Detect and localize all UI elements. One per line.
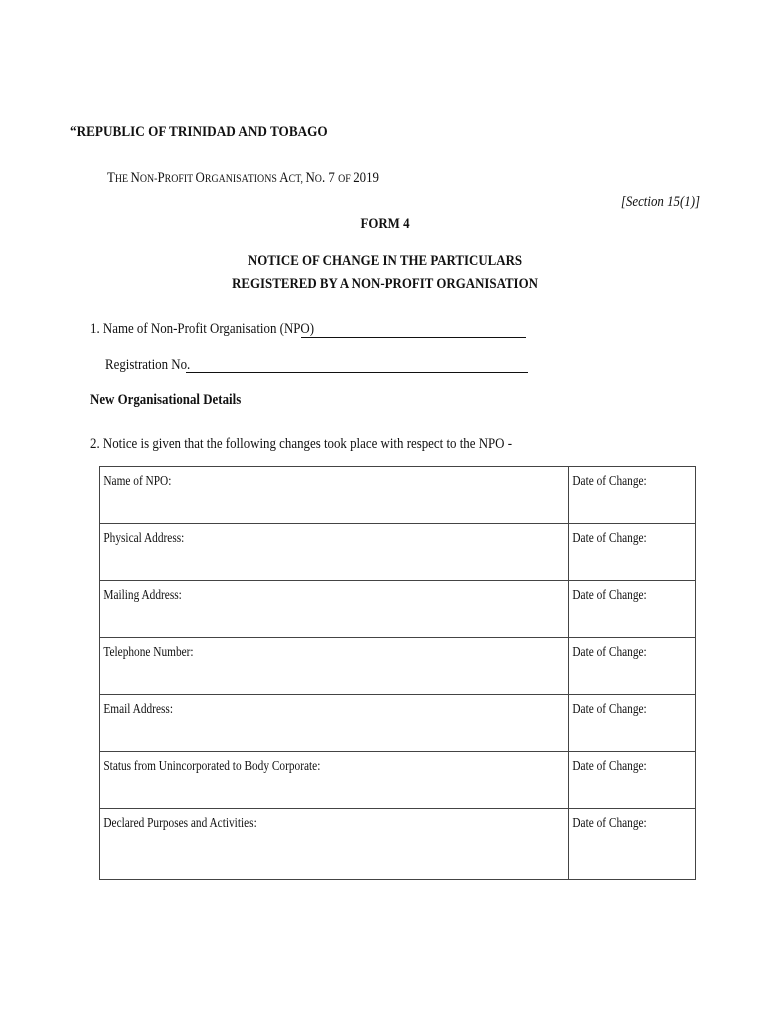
field-cell[interactable]: Physical Address: [100, 524, 569, 581]
new-organisational-details-heading: New Organisational Details [90, 392, 242, 408]
changes-table [99, 466, 696, 880]
registration-number-blank-line[interactable] [186, 372, 528, 373]
table-row [100, 752, 696, 809]
section-reference: [Section 15(1)] [620, 194, 700, 210]
document-heading: “REPUBLIC OF TRINIDAD AND TOBAGO [70, 124, 328, 140]
field-cell[interactable]: Name of NPO: [100, 467, 569, 524]
registration-number-label: Registration No. [105, 357, 191, 373]
table-row [100, 638, 696, 695]
notice-title-line-2: REGISTERED BY A NON-PROFIT ORGANISATION [232, 276, 538, 292]
field-cell[interactable]: Email Address: [100, 695, 569, 752]
npo-name-blank-line[interactable] [301, 337, 526, 338]
npo-name-label: 1. Name of Non-Profit Organisation (NPO) [90, 321, 315, 337]
date-of-change-cell[interactable]: Date of Change: [569, 638, 696, 695]
field-cell[interactable]: Declared Purposes and Activities: [100, 809, 569, 880]
notice-title-line-1: NOTICE OF CHANGE IN THE PARTICULARS [247, 253, 523, 269]
date-of-change-cell[interactable]: Date of Change: [569, 695, 696, 752]
form-number: FORM 4 [360, 216, 410, 232]
table-row [100, 581, 696, 638]
field-cell[interactable]: Status from Unincorporated to Body Corporate: [100, 752, 569, 809]
date-of-change-cell[interactable]: Date of Change: [569, 581, 696, 638]
table-row [100, 695, 696, 752]
date-of-change-cell[interactable]: Date of Change: [569, 467, 696, 524]
table-row [100, 467, 696, 524]
date-of-change-cell[interactable]: Date of Change: [569, 524, 696, 581]
field-cell[interactable]: Telephone Number: [100, 638, 569, 695]
act-title: THE NON-PROFIT ORGANISATIONS ACT, NO. 7 OF 2019 [107, 170, 380, 186]
table-row [100, 809, 696, 880]
date-of-change-cell[interactable]: Date of Change: [569, 752, 696, 809]
notice-statement: 2. Notice is given that the following changes took place with respect to the NPO - [90, 436, 513, 452]
table-row [100, 524, 696, 581]
date-of-change-cell[interactable]: Date of Change: [569, 809, 696, 880]
field-cell[interactable]: Mailing Address: [100, 581, 569, 638]
